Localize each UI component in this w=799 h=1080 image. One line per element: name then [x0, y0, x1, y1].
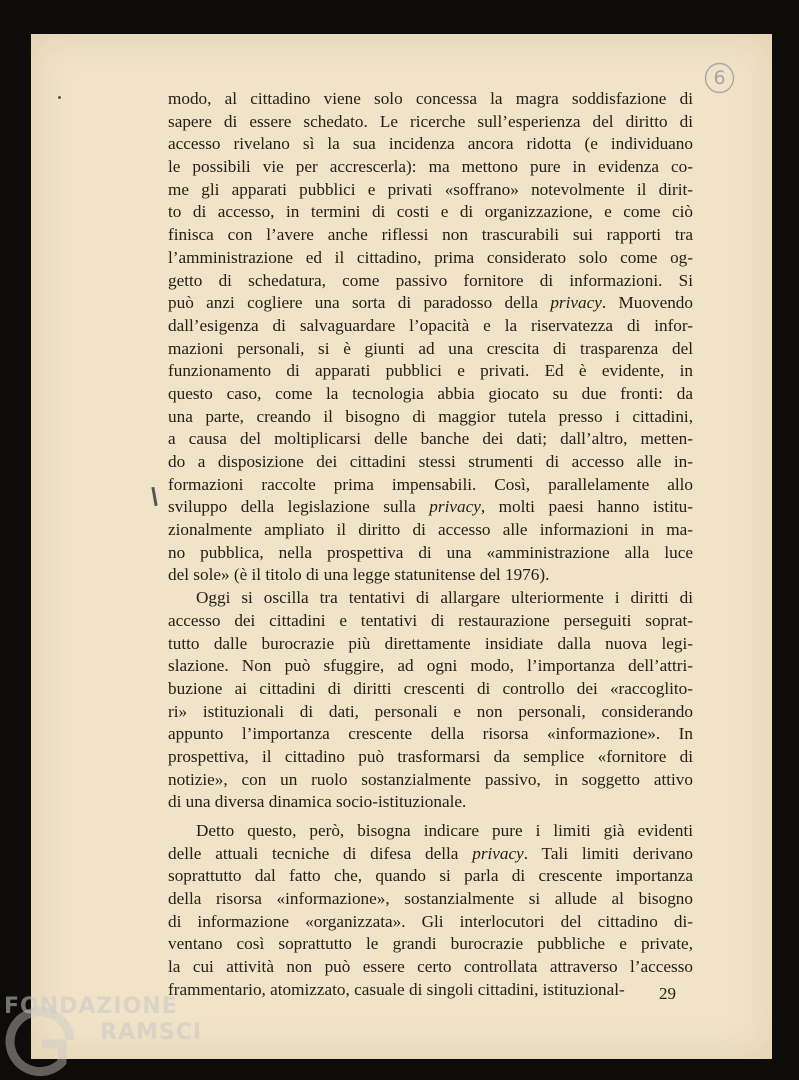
handwritten-page-mark — [704, 62, 735, 94]
text-line: accesso dei cittadini e tentativi di restaurazione perseguiti soprat- — [168, 610, 693, 630]
text-line: buzione ai cittadini di diritti crescenti di controllo dei «raccoglito- — [168, 678, 693, 698]
text-line: ri» istituzionali di dati, personali e non personali, considerando — [168, 701, 693, 721]
handwritten-page-number: 6 — [713, 67, 726, 89]
text-line: ventano così soprattutto le grandi burocrazie pubbliche e private, — [168, 934, 693, 954]
text-line: soprattutto dal fatto che, quando si parla di crescente importanza — [168, 866, 693, 886]
text-line: accesso rivelano sì la sua incidenza ancora ridotta (e individuano — [168, 134, 693, 154]
body-text — [168, 88, 693, 1002]
margin-annotation-mark — [151, 487, 157, 506]
text-line: zionalmente ampliato il diritto di accesso alle informazioni in ma- — [168, 520, 693, 540]
text-line: funzionamento di apparati pubblici e privati. Ed è evidente, in — [168, 361, 693, 381]
text-line: no pubblica, nella prospettiva di una «amministrazione alla luce — [168, 542, 693, 562]
text-line: me gli apparati pubblici e privati «soffrano» notevolmente il dirit- — [168, 179, 693, 199]
text-line: l’amministrazione ed il cittadino, prima considerato solo come og- — [168, 247, 693, 267]
text-line: una parte, creando il bisogno di maggior tutela presso i cittadini, — [168, 406, 693, 426]
text-line: a causa del moltiplicarsi delle banche dei dati; dall’altro, metten- — [168, 429, 693, 449]
text-line: appunto l’importanza crescente della risorsa «informazione». In — [168, 724, 693, 744]
text-line: modo, al cittadino viene solo concessa la magra soddisfazione di — [168, 89, 693, 108]
text-line: le possibili vie per accrescerla): ma mettono pure in evidenza co- — [168, 157, 693, 177]
margin-dot — [58, 96, 61, 99]
text-line: tutto dalle burocrazie più direttamente insidiate dalla nuova legi- — [168, 633, 693, 653]
text-line: notizie», con un ruolo sostanzialmente passivo, in soggetto attivo — [168, 769, 693, 789]
text-line: la cui attività non può essere certo controllata attraverso l’accesso — [168, 957, 693, 977]
paragraph — [168, 88, 693, 587]
text-line: sapere di essere schedato. Le ricerche sull’esperienza del diritto di — [168, 111, 693, 131]
fondazione-gramsci-watermark — [4, 994, 204, 1080]
text-line: delle attuali tecniche di difesa della privacy. Tali limiti derivano — [168, 843, 694, 863]
text-line: to di accesso, in termini di costi e di organizzazione, e come ciò — [168, 202, 693, 222]
text-line: di informazione «organizzata». Gli interlocutori del cittadino di- — [168, 911, 693, 931]
text-line: frammentario, atomizzato, casuale di singoli cittadini, istituzional- — [168, 979, 625, 999]
text-line: getto di schedatura, come passivo fornitore di informazioni. Si — [168, 270, 693, 290]
text-line: Oggi si oscilla tra tentativi di allargare ulteriormente i diritti di — [196, 588, 693, 608]
text-line: Detto questo, però, bisogna indicare pure i limiti già evidenti — [196, 821, 693, 840]
text-line: do a disposizione dei cittadini stessi strumenti di accesso alle in- — [168, 452, 693, 471]
text-line: di una diversa dinamica socio-istituzionale. — [168, 792, 467, 812]
page-number: 29 — [659, 984, 676, 1003]
text-line: prospettiva, il cittadino può trasformarsi da semplice «fornitore di — [168, 746, 693, 766]
paragraph — [168, 587, 693, 814]
text-line: finisca con l’avere anche riflessi non trascurabili sui rapporti tra — [168, 225, 693, 245]
text-line: questo caso, come la tecnologia abbia giocato su due fronti: da — [168, 383, 693, 403]
text-line: slazione. Non può sfuggire, ad ogni modo, l’importanza dell’attri- — [168, 656, 693, 676]
text-line: sviluppo della legislazione sulla privacy, molti paesi hanno istitu- — [168, 497, 693, 517]
page-sheet — [31, 34, 772, 1059]
text-line: può anzi cogliere una sorta di paradosso della privacy. Muovendo — [168, 293, 693, 313]
text-line: formazioni raccolte prima impensabili. Così, parallelamente allo — [168, 474, 693, 494]
text-line: mazioni personali, si è giunti ad una crescita di trasparenza del — [168, 338, 693, 358]
watermark-line-1: FONDAZIONE — [4, 994, 178, 1019]
paragraph — [168, 820, 693, 1002]
text-line: della risorsa «informazione», sostanzialmente si allude al bisogno — [168, 889, 693, 909]
text-line: dall’esigenza di salvaguardare l’opacità e la riservatezza di infor- — [168, 315, 693, 335]
watermark-line-2: RAMSCI — [100, 1020, 203, 1045]
text-line: del sole» (è il titolo di una legge statunitense del 1976). — [168, 565, 550, 585]
